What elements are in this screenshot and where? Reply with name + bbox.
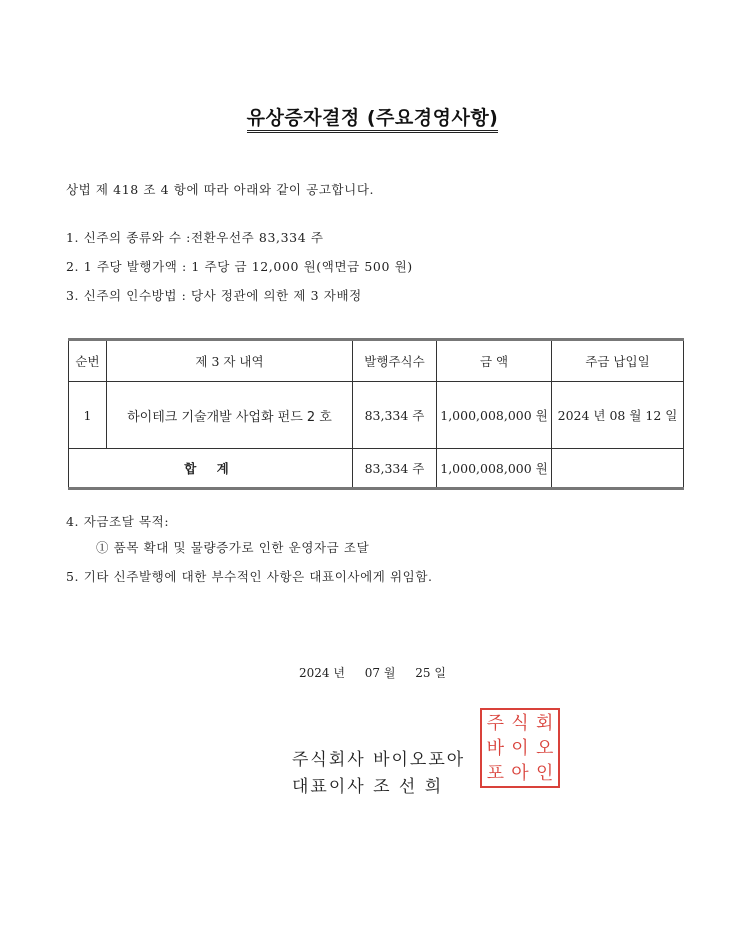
- intro-text: 상법 제 418 조 4 항에 따라 아래와 같이 공고합니다.: [66, 182, 375, 197]
- item-5: 5. 기타 신주발행에 대한 부수적인 사항은 대표이사에게 위임함.: [66, 569, 433, 584]
- seal-char: 바: [486, 738, 505, 759]
- total-label: 합 계: [69, 449, 353, 489]
- cell-shares: 83,334 주: [353, 382, 437, 449]
- company-seal-icon: [480, 708, 560, 788]
- seal-char: 식: [511, 713, 529, 734]
- item-2: 2. 1 주당 발행가액 : 1 주당 금 12,000 원(액면금 500 원): [66, 259, 413, 274]
- item-1: 1. 신주의 종류와 수 :전환우선주 83,334 주: [66, 230, 324, 245]
- item-4-sub: ① 품목 확대 및 물량증가로 인한 운영자금 조달: [96, 540, 370, 555]
- total-shares: 83,334 주: [353, 449, 437, 489]
- representative-name: 대표이사 조 선 희: [292, 777, 444, 797]
- total-date: [552, 449, 684, 489]
- seal-char: 아: [511, 763, 529, 784]
- header-shares: 발행주식수: [353, 340, 437, 382]
- table-header-row: [69, 340, 684, 382]
- header-party: 제 3 자 내역: [107, 340, 353, 382]
- allocation-table: [68, 338, 684, 490]
- seal-char: 회: [535, 713, 554, 734]
- document-title: 유상증자결정 (주요경영사항): [0, 103, 745, 130]
- cell-party: 하이테크 기술개발 사업화 펀드 2 호: [107, 382, 353, 449]
- date-month: 07 월: [364, 666, 396, 680]
- header-seq: 순번: [69, 340, 107, 382]
- table-total-row: [69, 449, 684, 489]
- date-year: 2024 년: [299, 666, 345, 680]
- seal-char: 이: [511, 738, 529, 759]
- cell-amount: 1,000,008,000 원: [437, 382, 552, 449]
- cell-seq: 1: [69, 382, 107, 449]
- header-amount: 금 액: [437, 340, 552, 382]
- table-row: [69, 382, 684, 449]
- date-day: 25 일: [415, 666, 446, 680]
- seal-char: 포: [486, 763, 505, 784]
- item-3: 3. 신주의 인수방법 : 당사 정관에 의한 제 3 자배정: [66, 288, 362, 303]
- header-payment-date: 주금 납입일: [552, 340, 684, 382]
- seal-char: 주: [486, 713, 505, 734]
- seal-char: 인: [535, 763, 554, 784]
- total-amount: 1,000,008,000 원: [437, 449, 552, 489]
- company-name: 주식회사 바이오포아: [292, 750, 466, 770]
- announcement-date: [0, 664, 745, 681]
- seal-char: 오: [535, 738, 554, 759]
- cell-payment-date: 2024 년 08 월 12 일: [552, 382, 684, 449]
- item-4: 4. 자금조달 목적:: [66, 514, 170, 529]
